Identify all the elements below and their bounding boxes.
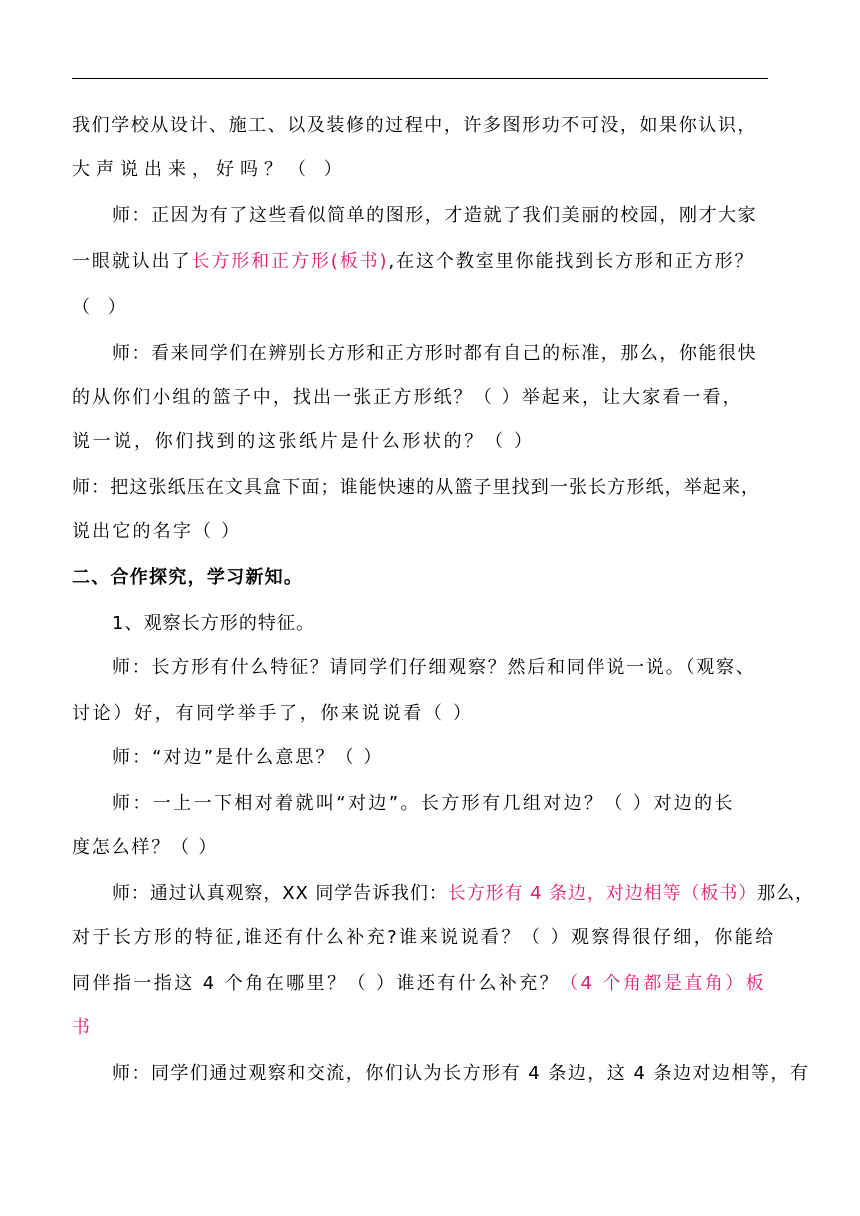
text-segment: 师：“对边”是什么意思？（ ）: [112, 747, 384, 768]
text-line: [72, 1016, 93, 1040]
text-segment: 讨论）好，有同学举手了，你来说说看（ ）: [72, 703, 474, 724]
text-line: [112, 612, 315, 636]
text-line: [112, 342, 757, 366]
text-line: [72, 972, 766, 996]
text-line: [112, 792, 735, 816]
text-segment: 我们学校从设计、施工、以及装修的过程中，许多图形功不可没，如果你认识，: [72, 115, 757, 136]
text-segment: 师：正因为有了这些看似简单的图形，才造就了我们美丽的校园，刚才大家: [112, 205, 758, 226]
text-segment: 师：看来同学们在辨别长方形和正方形时都有自己的标准，那么，你能很快: [112, 343, 758, 364]
text-segment: 二、合作探究，学习新知。: [72, 567, 304, 588]
text-line: [72, 702, 474, 726]
text-segment: 大声说出来，好吗？（ ）: [72, 159, 348, 180]
text-line: [112, 656, 756, 680]
text-segment: ,在这个教室里你能找到长方形和正方形？: [388, 251, 755, 272]
text-segment: 师：通过认真观察，XX 同学告诉我们：: [112, 883, 448, 904]
text-segment: 师：把这张纸压在文具盒下面；谁能快速的从篮子里找到一张长方形纸，举起来，: [72, 477, 761, 498]
board-note-highlight: 长方形有 4 条边，对边相等（板书）: [447, 883, 758, 904]
text-segment: 的从你们小组的篮子中，找出一张正方形纸？（ ）举起来，让大家看一看，: [72, 387, 743, 408]
board-note-highlight: 长方形和正方形(板书): [191, 251, 389, 272]
text-line: [112, 204, 757, 228]
text-line: [72, 250, 754, 274]
text-line: [72, 386, 743, 410]
text-segment: 那么，: [757, 883, 814, 904]
text-segment: 师：一上一下相对着就叫“对边”。长方形有几组对边？（ ）对边的长: [112, 793, 735, 814]
text-line: [72, 520, 241, 544]
text-line: [112, 882, 814, 906]
text-line: [72, 430, 535, 454]
text-segment: （ ）: [72, 297, 132, 318]
text-segment: 说一说，你们找到的这张纸片是什么形状的？（ ）: [72, 431, 535, 452]
text-segment: 一眼就认出了: [72, 251, 192, 272]
board-note-highlight: （4 个角都是直角）板: [560, 973, 767, 994]
text-line: [72, 836, 218, 860]
text-segment: 同伴指一指这 4 个角在哪里？（ ）谁还有什么补充？: [72, 973, 561, 994]
text-segment: 师：同学们通过观察和交流，你们认为长方形有 4 条边，这 4 条边对边相等，有: [112, 1063, 810, 1084]
text-segment: 对于长方形的特征,谁还有什么补充?谁来说说看？（ ）观察得很仔细，你能给: [72, 927, 776, 948]
board-note-highlight: 书: [72, 1017, 93, 1038]
text-line: [72, 158, 348, 182]
text-line: [72, 476, 760, 500]
text-segment: 师：长方形有什么特征？请同学们仔细观察？然后和同伴说一说。（观察、: [112, 657, 756, 678]
section-heading: [72, 566, 303, 590]
header-rule: [72, 78, 768, 79]
text-segment: 说出它的名字（ ）: [72, 521, 242, 542]
text-line: [72, 114, 757, 138]
text-line: [112, 746, 383, 770]
text-segment: 度怎么样？（ ）: [72, 837, 219, 858]
text-line: [112, 1062, 809, 1086]
text-segment: 1、观察长方形的特征。: [112, 613, 316, 634]
text-line: [72, 926, 776, 950]
text-line: [72, 296, 132, 320]
